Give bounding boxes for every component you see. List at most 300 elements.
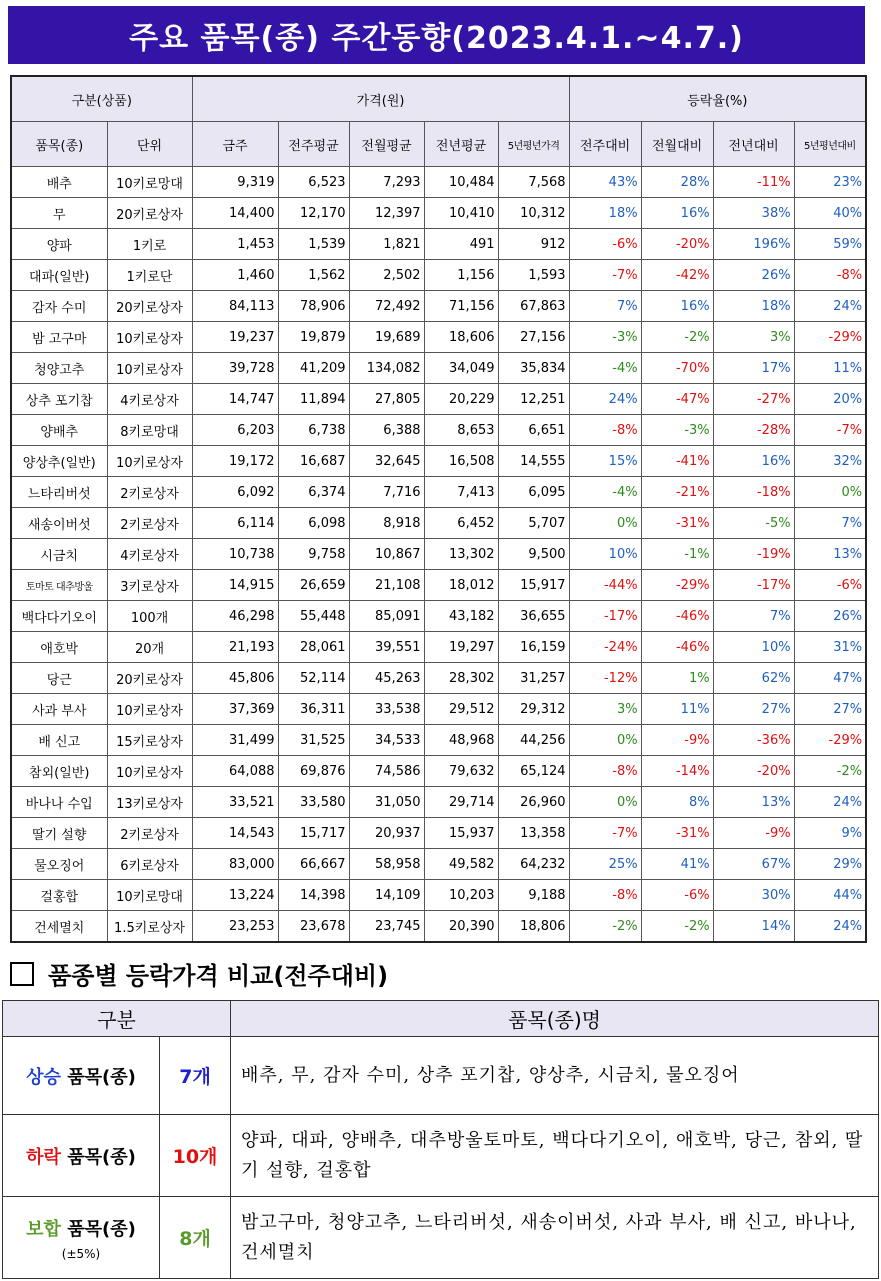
price-cell: 44,256 <box>498 725 569 756</box>
price-cell: 48,968 <box>424 725 498 756</box>
column-header: 전년대비 <box>713 122 794 167</box>
change-cell: 24% <box>794 787 866 818</box>
summary-count: 7개 <box>160 1037 231 1115</box>
item-unit: 20개 <box>107 632 192 663</box>
price-cell: 7,716 <box>349 477 424 508</box>
change-cell: 1% <box>641 663 713 694</box>
price-cell: 29,714 <box>424 787 498 818</box>
change-cell: 16% <box>713 446 794 477</box>
price-cell: 85,091 <box>349 601 424 632</box>
header-change: 등락율(%) <box>569 76 866 122</box>
price-cell: 23,253 <box>192 911 278 943</box>
column-header: 전주평균 <box>278 122 349 167</box>
change-cell: 16% <box>641 198 713 229</box>
table-row <box>11 291 866 322</box>
price-cell: 29,312 <box>498 694 569 725</box>
item-unit: 10키로상자 <box>107 756 192 787</box>
item-name: 감자 수미 <box>11 291 107 322</box>
checkbox-icon <box>10 962 34 986</box>
column-header: 품목(종) <box>11 122 107 167</box>
item-unit: 13키로상자 <box>107 787 192 818</box>
price-cell: 10,484 <box>424 167 498 198</box>
summary-count: 8개 <box>160 1197 231 1279</box>
price-cell: 5,707 <box>498 508 569 539</box>
change-cell: 17% <box>713 353 794 384</box>
item-name: 딸기 설향 <box>11 818 107 849</box>
price-cell: 1,156 <box>424 260 498 291</box>
price-cell: 19,879 <box>278 322 349 353</box>
summary-items: 밤고구마, 청양고추, 느타리버섯, 새송이버섯, 사과 부사, 배 신고, 바나나, 건세멸치 <box>231 1197 879 1279</box>
table-row <box>11 694 866 725</box>
table-row <box>11 446 866 477</box>
change-cell: -11% <box>713 167 794 198</box>
change-cell: 26% <box>794 601 866 632</box>
price-cell: 78,906 <box>278 291 349 322</box>
item-unit: 10키로망대 <box>107 167 192 198</box>
change-cell: 7% <box>569 291 641 322</box>
price-cell: 8,918 <box>349 508 424 539</box>
item-unit: 2키로상자 <box>107 477 192 508</box>
price-cell: 45,806 <box>192 663 278 694</box>
column-header: 전월대비 <box>641 122 713 167</box>
change-cell: -29% <box>641 570 713 601</box>
item-unit: 20키로상자 <box>107 291 192 322</box>
table-row <box>11 384 866 415</box>
price-cell: 18,012 <box>424 570 498 601</box>
price-cell: 33,521 <box>192 787 278 818</box>
price-cell: 2,502 <box>349 260 424 291</box>
column-header: 5년평년대비 <box>794 122 866 167</box>
item-name: 상추 포기찹 <box>11 384 107 415</box>
change-cell: 38% <box>713 198 794 229</box>
change-cell: 20% <box>794 384 866 415</box>
change-cell: -8% <box>569 415 641 446</box>
price-cell: 34,049 <box>424 353 498 384</box>
item-unit: 3키로상자 <box>107 570 192 601</box>
item-name: 무 <box>11 198 107 229</box>
summary-items: 배추, 무, 감자 수미, 상추 포기찹, 양상추, 시금치, 물오징어 <box>231 1037 879 1115</box>
change-cell: 11% <box>641 694 713 725</box>
price-cell: 12,251 <box>498 384 569 415</box>
change-cell: 27% <box>713 694 794 725</box>
change-cell: 25% <box>569 849 641 880</box>
price-cell: 10,738 <box>192 539 278 570</box>
price-cell: 10,312 <box>498 198 569 229</box>
price-cell: 67,863 <box>498 291 569 322</box>
column-header: 5년평년가격 <box>498 122 569 167</box>
item-unit: 10키로상자 <box>107 446 192 477</box>
change-cell: 10% <box>569 539 641 570</box>
change-cell: -7% <box>569 818 641 849</box>
price-cell: 16,687 <box>278 446 349 477</box>
item-name: 느타리버섯 <box>11 477 107 508</box>
price-cell: 12,170 <box>278 198 349 229</box>
change-cell: -19% <box>713 539 794 570</box>
price-cell: 15,937 <box>424 818 498 849</box>
price-cell: 14,543 <box>192 818 278 849</box>
price-cell: 8,653 <box>424 415 498 446</box>
item-unit: 100개 <box>107 601 192 632</box>
change-cell: -6% <box>569 229 641 260</box>
change-cell: -12% <box>569 663 641 694</box>
price-cell: 23,678 <box>278 911 349 943</box>
price-cell: 1,460 <box>192 260 278 291</box>
price-cell: 27,805 <box>349 384 424 415</box>
item-name: 밤 고구마 <box>11 322 107 353</box>
price-cell: 13,224 <box>192 880 278 911</box>
change-cell: -2% <box>641 322 713 353</box>
section-title <box>10 956 388 991</box>
price-cell: 6,203 <box>192 415 278 446</box>
change-cell: 3% <box>569 694 641 725</box>
change-cell: -5% <box>713 508 794 539</box>
item-unit: 2키로상자 <box>107 818 192 849</box>
change-cell: 47% <box>794 663 866 694</box>
change-cell: -7% <box>569 260 641 291</box>
change-cell: 32% <box>794 446 866 477</box>
item-unit: 20키로상자 <box>107 663 192 694</box>
change-cell: 0% <box>794 477 866 508</box>
price-cell: 9,758 <box>278 539 349 570</box>
header-price: 가격(원) <box>192 76 569 122</box>
change-cell: -36% <box>713 725 794 756</box>
item-name: 청양고추 <box>11 353 107 384</box>
price-cell: 79,632 <box>424 756 498 787</box>
column-header: 전년평균 <box>424 122 498 167</box>
change-cell: -17% <box>713 570 794 601</box>
summary-header-category: 구분 <box>3 1001 231 1037</box>
price-cell: 912 <box>498 229 569 260</box>
price-cell: 45,263 <box>349 663 424 694</box>
price-cell: 12,397 <box>349 198 424 229</box>
change-cell: -20% <box>641 229 713 260</box>
change-cell: -4% <box>569 477 641 508</box>
price-cell: 11,894 <box>278 384 349 415</box>
item-name: 백다다기오이 <box>11 601 107 632</box>
change-cell: 15% <box>569 446 641 477</box>
item-name: 양배추 <box>11 415 107 446</box>
price-cell: 13,302 <box>424 539 498 570</box>
price-cell: 43,182 <box>424 601 498 632</box>
change-cell: -18% <box>713 477 794 508</box>
table-row <box>11 756 866 787</box>
change-cell: -8% <box>569 880 641 911</box>
item-unit: 1키로 <box>107 229 192 260</box>
price-cell: 18,806 <box>498 911 569 943</box>
price-cell: 18,606 <box>424 322 498 353</box>
change-cell: -31% <box>641 818 713 849</box>
summary-count: 10개 <box>160 1115 231 1197</box>
change-cell: -20% <box>713 756 794 787</box>
item-unit: 10키로상자 <box>107 322 192 353</box>
price-cell: 14,555 <box>498 446 569 477</box>
price-cell: 6,651 <box>498 415 569 446</box>
table-row <box>11 632 866 663</box>
item-name: 걸홍합 <box>11 880 107 911</box>
price-cell: 39,551 <box>349 632 424 663</box>
change-cell: 8% <box>641 787 713 818</box>
change-cell: -42% <box>641 260 713 291</box>
change-cell: -6% <box>794 570 866 601</box>
price-cell: 1,453 <box>192 229 278 260</box>
change-cell: -27% <box>713 384 794 415</box>
price-cell: 36,311 <box>278 694 349 725</box>
price-cell: 83,000 <box>192 849 278 880</box>
change-cell: -47% <box>641 384 713 415</box>
item-name: 대파(일반) <box>11 260 107 291</box>
change-cell: 10% <box>713 632 794 663</box>
change-cell: -2% <box>641 911 713 943</box>
price-cell: 6,374 <box>278 477 349 508</box>
price-cell: 6,095 <box>498 477 569 508</box>
price-cell: 14,747 <box>192 384 278 415</box>
column-header: 전주대비 <box>569 122 641 167</box>
change-cell: 29% <box>794 849 866 880</box>
price-cell: 6,098 <box>278 508 349 539</box>
item-name: 사과 부사 <box>11 694 107 725</box>
table-row <box>11 911 866 943</box>
price-cell: 71,156 <box>424 291 498 322</box>
change-cell: -44% <box>569 570 641 601</box>
table-row <box>11 260 866 291</box>
price-cell: 6,092 <box>192 477 278 508</box>
item-unit: 1.5키로상자 <box>107 911 192 943</box>
price-cell: 37,369 <box>192 694 278 725</box>
summary-category: 상승 품목(종) <box>3 1037 160 1115</box>
price-cell: 64,232 <box>498 849 569 880</box>
summary-row-down <box>3 1115 879 1197</box>
item-unit: 1키로단 <box>107 260 192 291</box>
table-row <box>11 787 866 818</box>
price-cell: 14,400 <box>192 198 278 229</box>
change-cell: -29% <box>794 725 866 756</box>
change-cell: 196% <box>713 229 794 260</box>
summary-note: (±5%) <box>61 1246 101 1261</box>
price-cell: 15,717 <box>278 818 349 849</box>
price-cell: 23,745 <box>349 911 424 943</box>
change-cell: 16% <box>641 291 713 322</box>
item-name: 물오징어 <box>11 849 107 880</box>
column-header: 금주 <box>192 122 278 167</box>
change-cell: -46% <box>641 632 713 663</box>
item-unit: 10키로상자 <box>107 353 192 384</box>
price-cell: 20,390 <box>424 911 498 943</box>
price-cell: 20,229 <box>424 384 498 415</box>
price-cell: 36,655 <box>498 601 569 632</box>
item-unit: 8키로망대 <box>107 415 192 446</box>
column-header: 단위 <box>107 122 192 167</box>
change-cell: 30% <box>713 880 794 911</box>
change-cell: 7% <box>794 508 866 539</box>
price-cell: 14,109 <box>349 880 424 911</box>
table-row <box>11 539 866 570</box>
price-cell: 134,082 <box>349 353 424 384</box>
table-row <box>11 725 866 756</box>
price-cell: 21,193 <box>192 632 278 663</box>
change-cell: 40% <box>794 198 866 229</box>
change-cell: -31% <box>641 508 713 539</box>
price-cell: 6,738 <box>278 415 349 446</box>
item-name: 양상추(일반) <box>11 446 107 477</box>
price-cell: 46,298 <box>192 601 278 632</box>
price-cell: 33,538 <box>349 694 424 725</box>
item-name: 양파 <box>11 229 107 260</box>
price-cell: 14,915 <box>192 570 278 601</box>
price-cell: 7,413 <box>424 477 498 508</box>
change-cell: 0% <box>569 725 641 756</box>
change-cell: 23% <box>794 167 866 198</box>
item-name: 애호박 <box>11 632 107 663</box>
price-cell: 10,203 <box>424 880 498 911</box>
change-cell: -2% <box>794 756 866 787</box>
price-cell: 1,821 <box>349 229 424 260</box>
item-name: 건세멸치 <box>11 911 107 943</box>
change-cell: 41% <box>641 849 713 880</box>
table-row <box>11 167 866 198</box>
item-name: 바나나 수입 <box>11 787 107 818</box>
table-row <box>11 198 866 229</box>
price-cell: 19,297 <box>424 632 498 663</box>
change-cell: 59% <box>794 229 866 260</box>
price-cell: 69,876 <box>278 756 349 787</box>
change-cell: 11% <box>794 353 866 384</box>
change-cell: -6% <box>641 880 713 911</box>
price-cell: 10,410 <box>424 198 498 229</box>
price-cell: 16,159 <box>498 632 569 663</box>
table-row <box>11 415 866 446</box>
summary-table <box>2 1000 879 1279</box>
price-cell: 13,358 <box>498 818 569 849</box>
table-row <box>11 229 866 260</box>
price-cell: 20,937 <box>349 818 424 849</box>
change-cell: -8% <box>569 756 641 787</box>
price-cell: 6,114 <box>192 508 278 539</box>
item-unit: 4키로상자 <box>107 539 192 570</box>
price-cell: 72,492 <box>349 291 424 322</box>
change-cell: 18% <box>569 198 641 229</box>
table-row <box>11 322 866 353</box>
item-name: 토마토 대추방울 <box>11 570 107 601</box>
change-cell: -24% <box>569 632 641 663</box>
change-cell: 24% <box>569 384 641 415</box>
change-cell: 27% <box>794 694 866 725</box>
price-cell: 49,582 <box>424 849 498 880</box>
item-unit: 10키로상자 <box>107 694 192 725</box>
change-cell: -9% <box>713 818 794 849</box>
item-unit: 20키로상자 <box>107 198 192 229</box>
price-cell: 26,659 <box>278 570 349 601</box>
item-unit: 2키로상자 <box>107 508 192 539</box>
price-table <box>10 75 867 943</box>
price-cell: 32,645 <box>349 446 424 477</box>
price-cell: 26,960 <box>498 787 569 818</box>
price-cell: 16,508 <box>424 446 498 477</box>
price-cell: 31,499 <box>192 725 278 756</box>
price-cell: 66,667 <box>278 849 349 880</box>
price-cell: 39,728 <box>192 353 278 384</box>
change-cell: -70% <box>641 353 713 384</box>
summary-row-flat <box>3 1197 879 1279</box>
price-cell: 19,689 <box>349 322 424 353</box>
change-cell: 0% <box>569 787 641 818</box>
price-cell: 1,593 <box>498 260 569 291</box>
price-cell: 28,302 <box>424 663 498 694</box>
table-row <box>11 849 866 880</box>
change-cell: 0% <box>569 508 641 539</box>
price-cell: 9,188 <box>498 880 569 911</box>
price-cell: 6,452 <box>424 508 498 539</box>
change-cell: 26% <box>713 260 794 291</box>
change-cell: 18% <box>713 291 794 322</box>
price-cell: 19,172 <box>192 446 278 477</box>
header-category: 구분(상품) <box>11 76 192 122</box>
item-name: 당근 <box>11 663 107 694</box>
item-unit: 10키로망대 <box>107 880 192 911</box>
section-title-text: 품종별 등락가격 비교(전주대비) <box>48 962 389 990</box>
price-cell: 84,113 <box>192 291 278 322</box>
price-cell: 31,257 <box>498 663 569 694</box>
price-cell: 34,533 <box>349 725 424 756</box>
price-cell: 9,500 <box>498 539 569 570</box>
price-cell: 10,867 <box>349 539 424 570</box>
change-cell: 7% <box>713 601 794 632</box>
column-header: 전월평균 <box>349 122 424 167</box>
price-cell: 15,917 <box>498 570 569 601</box>
table-row <box>11 570 866 601</box>
change-cell: 13% <box>794 539 866 570</box>
price-cell: 65,124 <box>498 756 569 787</box>
summary-items: 양파, 대파, 양배추, 대추방울토마토, 백다다기오이, 애호박, 당근, 참외, 딸기 설향, 걸홍합 <box>231 1115 879 1197</box>
item-name: 배 신고 <box>11 725 107 756</box>
table-row <box>11 818 866 849</box>
change-cell: 67% <box>713 849 794 880</box>
change-cell: -8% <box>794 260 866 291</box>
change-cell: 13% <box>713 787 794 818</box>
item-unit: 4키로상자 <box>107 384 192 415</box>
price-cell: 41,209 <box>278 353 349 384</box>
change-cell: 43% <box>569 167 641 198</box>
price-cell: 28,061 <box>278 632 349 663</box>
change-cell: -14% <box>641 756 713 787</box>
price-cell: 35,834 <box>498 353 569 384</box>
price-cell: 52,114 <box>278 663 349 694</box>
change-cell: -3% <box>641 415 713 446</box>
change-cell: -1% <box>641 539 713 570</box>
price-cell: 74,586 <box>349 756 424 787</box>
price-cell: 1,562 <box>278 260 349 291</box>
price-cell: 7,568 <box>498 167 569 198</box>
price-cell: 55,448 <box>278 601 349 632</box>
change-cell: 24% <box>794 291 866 322</box>
change-cell: 9% <box>794 818 866 849</box>
price-cell: 29,512 <box>424 694 498 725</box>
change-cell: -7% <box>794 415 866 446</box>
price-cell: 491 <box>424 229 498 260</box>
price-cell: 19,237 <box>192 322 278 353</box>
change-cell: 24% <box>794 911 866 943</box>
change-cell: -17% <box>569 601 641 632</box>
table-row <box>11 477 866 508</box>
summary-category: 보합 품목(종) (±5%) <box>3 1197 160 1279</box>
item-name: 배추 <box>11 167 107 198</box>
price-cell: 21,108 <box>349 570 424 601</box>
change-cell: -41% <box>641 446 713 477</box>
table-row <box>11 663 866 694</box>
change-cell: 62% <box>713 663 794 694</box>
price-cell: 6,388 <box>349 415 424 446</box>
table-row <box>11 353 866 384</box>
price-cell: 14,398 <box>278 880 349 911</box>
